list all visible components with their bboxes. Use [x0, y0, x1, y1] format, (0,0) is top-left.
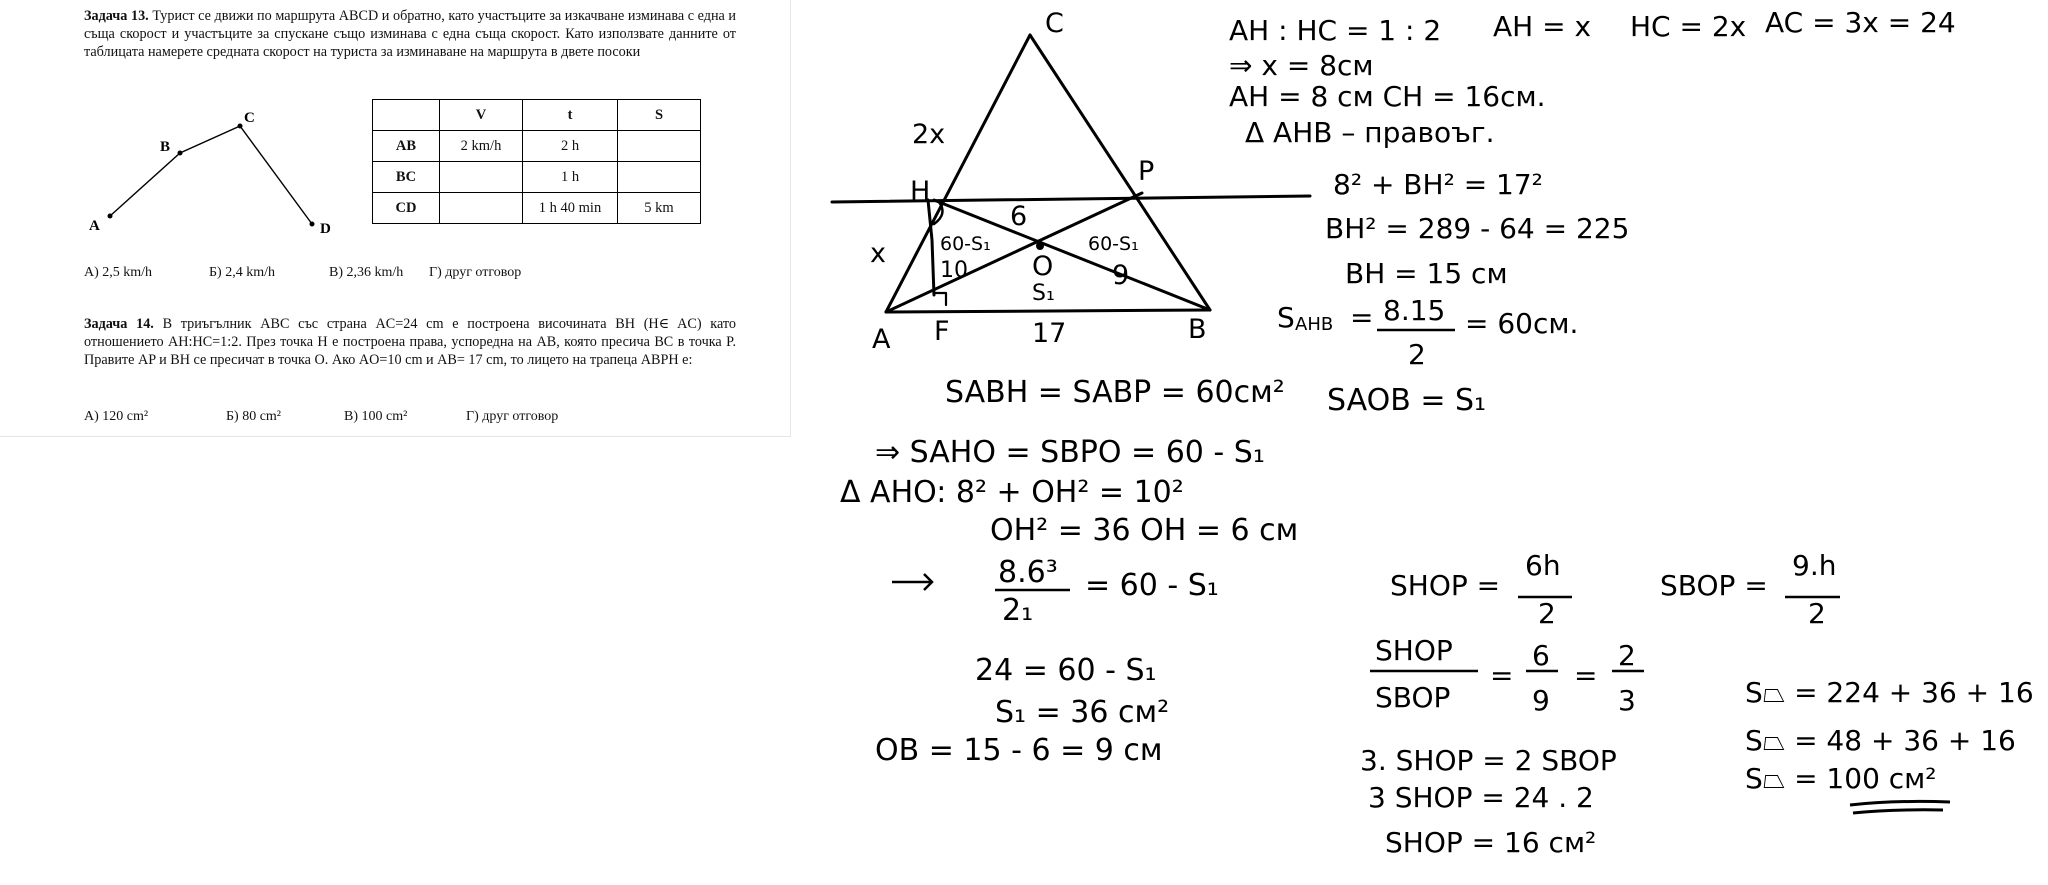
- label-x: x: [870, 238, 886, 269]
- answer-option: Б) 2,4 km/h: [209, 265, 275, 280]
- table-cell: 1 h 40 min: [523, 193, 618, 224]
- label-f: F: [934, 316, 950, 347]
- point-a: [108, 214, 113, 219]
- hand-line: Δ AHO: 8² + OH² = 10²: [840, 475, 1184, 510]
- region-right-label: 60-S₁: [1088, 233, 1139, 255]
- hand-line: AC = 3x = 24: [1765, 6, 1956, 39]
- hand-line: BH = 15 см: [1345, 257, 1508, 290]
- table-cell: S: [618, 100, 701, 131]
- table-row: [373, 131, 701, 162]
- hand-line: AH : HC = 1 : 2: [1229, 14, 1442, 47]
- problem-sheet: [0, 0, 791, 437]
- label-b: B: [160, 139, 171, 155]
- table-cell: 2 h: [523, 131, 618, 162]
- hand-eq: =: [1490, 659, 1514, 692]
- table-cell: [618, 131, 701, 162]
- hand-line: SBOP =: [1660, 569, 1768, 602]
- task14-title: Задача 14.: [84, 316, 154, 332]
- point-d: [310, 222, 315, 227]
- hand-den: 2: [1808, 597, 1826, 630]
- hand-den: 9: [1532, 684, 1550, 717]
- handwritten-middle: [830, 370, 1350, 780]
- handwritten-trapezoid-sum: [1745, 660, 2045, 830]
- answer-option: Г) друг отговор: [466, 409, 559, 424]
- hand-num: 2: [1618, 639, 1636, 672]
- hand-sub: AHB: [1295, 314, 1334, 335]
- hand-line: = 60 - S₁: [1085, 568, 1219, 603]
- hand-line: SABH = SABP = 60см²: [945, 375, 1285, 410]
- label-2x: 2x: [912, 119, 946, 150]
- table-row: [373, 162, 701, 193]
- hand-line: 24 = 60 - S₁: [975, 653, 1157, 688]
- hand-eq: =: [1350, 301, 1374, 334]
- hand-num: 6: [1532, 639, 1550, 672]
- hand-line: S⏢ = 224 + 36 + 16: [1745, 676, 2034, 709]
- label-c: C: [244, 110, 255, 126]
- label-o: O: [1032, 251, 1054, 282]
- task13-line: маршрута в двете посоки: [487, 44, 641, 60]
- table-cell: [618, 162, 701, 193]
- route-polyline: [110, 126, 312, 224]
- hand-line: 3 SHOP = 24 . 2: [1368, 781, 1594, 814]
- table-cell: V: [440, 100, 523, 131]
- label-b: B: [1188, 314, 1207, 345]
- label-a: A: [872, 324, 891, 355]
- answer-option: А) 2,5 km/h: [84, 265, 153, 280]
- label-10: 10: [940, 258, 968, 283]
- handwritten-top-right: [1225, 0, 2025, 395]
- hand-num: 6h: [1525, 549, 1561, 582]
- implies-arrow: [892, 574, 932, 590]
- label-d: D: [320, 221, 331, 237]
- table-cell: AB: [373, 131, 440, 162]
- hand-line: BH² = 289 - 64 = 225: [1325, 212, 1630, 245]
- hand-num: SHOP: [1375, 634, 1453, 667]
- answer-option: А) 120 cm²: [84, 409, 149, 424]
- hand-s: S: [1277, 301, 1295, 334]
- task13-line: изминава с една и съща скорост и участъците за спускане също изминава с една съща скорост.: [84, 8, 737, 42]
- task14-text: [84, 315, 736, 369]
- hand-line: ⇒ SAHO = SBPO = 60 - S₁: [875, 435, 1265, 470]
- hand-line: S⏢ = 100 см²: [1745, 762, 1937, 795]
- label-a: A: [89, 218, 100, 234]
- point-o: [1036, 242, 1044, 250]
- answer-option: В) 2,36 km/h: [329, 265, 404, 280]
- label-6: 6: [1010, 201, 1028, 232]
- hand-line: S₁ = 36 см²: [995, 695, 1170, 730]
- handwritten-saob: [1325, 370, 1545, 420]
- label-17: 17: [1032, 318, 1067, 349]
- table-cell: 1 h: [523, 162, 618, 193]
- hand-line: = 60см.: [1465, 307, 1579, 340]
- route-table: [372, 99, 701, 224]
- hand-line: OB = 15 - 6 = 9 см: [875, 733, 1163, 768]
- segment-hb: [934, 200, 1210, 310]
- point-c: [238, 124, 243, 129]
- hand-line: S⏢ = 48 + 36 + 16: [1745, 724, 2016, 757]
- hand-line: SHOP =: [1390, 569, 1501, 602]
- hand-line: ⇒ x = 8см: [1229, 49, 1374, 82]
- table-header-row: [373, 100, 701, 131]
- hand-den: 2: [1538, 597, 1556, 630]
- table-cell: [440, 193, 523, 224]
- hand-line: HC = 2x: [1630, 10, 1747, 43]
- hand-line: AH = 8 см CH = 16см.: [1229, 80, 1546, 113]
- answer-option: Г) друг отговор: [429, 265, 522, 280]
- hand-line: 8² + BH² = 17²: [1333, 168, 1543, 201]
- hand-num: 8.15: [1383, 294, 1446, 327]
- hand-line: SAOB = S₁: [1327, 383, 1487, 418]
- foot-mark: [934, 293, 946, 305]
- region-left-label: 60-S₁: [940, 233, 991, 255]
- hand-line: SHOP = 16 см²: [1385, 826, 1597, 859]
- hand-den: SBOP: [1375, 681, 1451, 714]
- table-cell: [373, 100, 440, 131]
- table-cell: [440, 162, 523, 193]
- task14-line: в точка P. Правите AP и BH се пресичат в точка O. Ако AO=10 cm и AB= 17 cm, то лицето на: [84, 334, 736, 368]
- answer-option: Б) 80 cm²: [226, 409, 282, 424]
- task14-line: В триъгълник ABC със страна AC=24 cm е построена височината BH (H∈ AC) като: [162, 316, 737, 332]
- label-p: P: [1138, 156, 1155, 187]
- table-cell: t: [523, 100, 618, 131]
- hand-num: 8.6³: [998, 555, 1058, 590]
- label-9: 9: [1112, 260, 1130, 291]
- table-cell: 5 km: [618, 193, 701, 224]
- hand-den: 2₁: [1002, 593, 1034, 628]
- label-c: C: [1045, 8, 1064, 39]
- hand-eq: =: [1574, 659, 1598, 692]
- region-bottom-label: S₁: [1032, 281, 1055, 306]
- task14-line: отношението AH:HC=1:2. През точка H е построена права, успоредна на AB, която пресича BC: [84, 334, 674, 350]
- task13-line: Турист се движи по маршрута ABCD и обратно, като участъците за изкачване: [152, 8, 625, 24]
- answer-underline: [1850, 801, 1950, 813]
- hand-line: Δ AHB – правоъг.: [1245, 116, 1495, 149]
- hand-line: OH² = 36 OH = 6 см: [990, 513, 1299, 548]
- table-row: [373, 193, 701, 224]
- table-cell: CD: [373, 193, 440, 224]
- hand-den: 2: [1408, 338, 1426, 371]
- point-b: [178, 151, 183, 156]
- route-diagram: [80, 100, 350, 240]
- task13-line: Като използвате данните от таблицата намерете средната скорост на туриста за изминаване на: [84, 26, 736, 60]
- table-cell: 2 km/h: [440, 131, 523, 162]
- task13-title: Задача 13.: [84, 8, 149, 24]
- task14-line: трапеца ABPH е:: [589, 352, 693, 368]
- side-ab: [886, 310, 1210, 312]
- hand-den: 3: [1618, 684, 1636, 717]
- segment-hf: [928, 200, 934, 295]
- table-cell: BC: [373, 162, 440, 193]
- task13-text: [84, 7, 736, 61]
- label-h: H: [910, 176, 931, 207]
- answer-option: В) 100 cm²: [344, 409, 408, 424]
- hand-line: AH = x: [1493, 10, 1592, 43]
- hand-line: 3. SHOP = 2 SBOP: [1360, 744, 1617, 777]
- hand-num: 9.h: [1792, 549, 1837, 582]
